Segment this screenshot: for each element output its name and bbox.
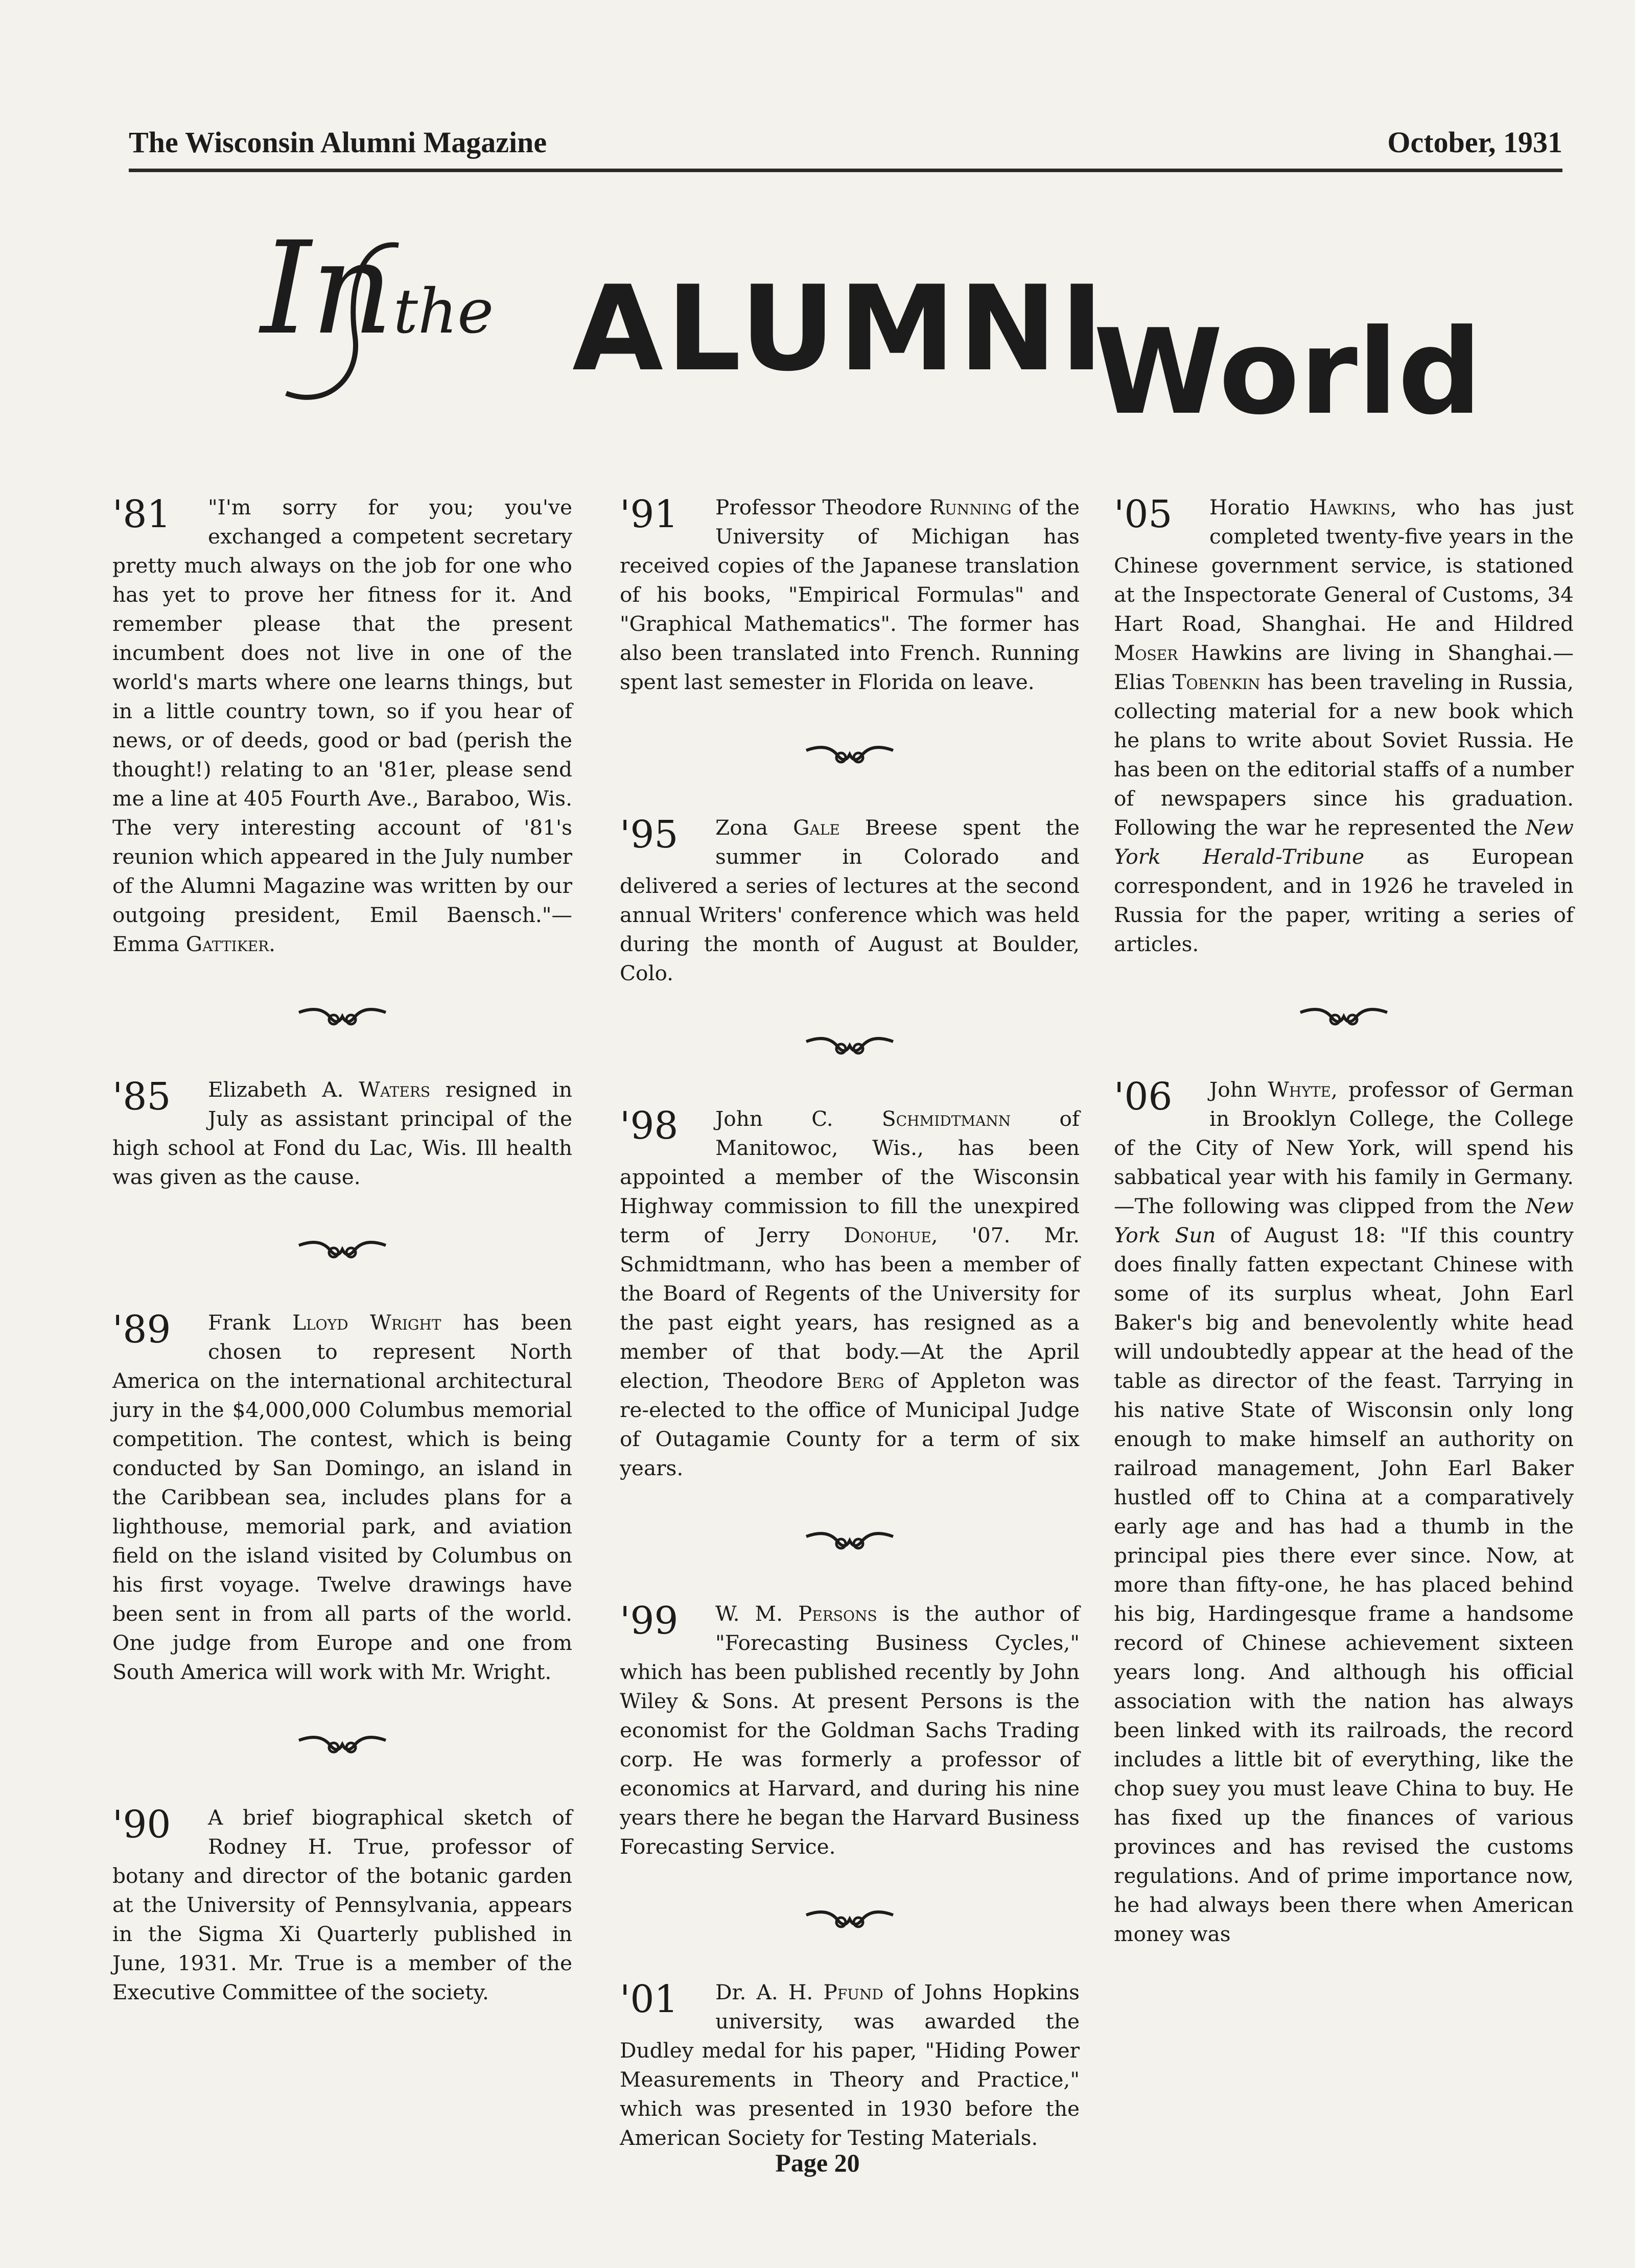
class-year: '90 [112, 1803, 171, 1847]
entry-1898 [620, 1104, 1080, 1483]
entry-1889 [112, 1308, 572, 1687]
entry-text: Frank Lloyd Wright has been chosen to represent North America on the international architectural jury in the $4,000,000 Columbus memorial competition. The contest, which is being conducted by San Domingo, an island in the Caribbean sea, includes plans for a lighthouse, memorial park, and aviation field on the island visited by Columbus on his first voyage. Twelve drawings have been sent in from all parts of the world. One judge from Europe and one from South America will work with Mr. Wright. [112, 1310, 572, 1684]
title-alumni: ALUMNI [572, 261, 1107, 397]
entry-1890 [112, 1803, 572, 2007]
class-year: '95 [620, 813, 679, 857]
column-left [112, 493, 572, 2007]
entry-1895 [620, 813, 1080, 988]
class-year: '05 [1114, 492, 1173, 536]
ornament-divider-icon [801, 1031, 898, 1061]
class-year: '01 [620, 1977, 679, 2021]
column-middle [620, 493, 1080, 2153]
ornament-divider-icon [801, 1905, 898, 1934]
entry-1906 [1114, 1075, 1574, 1949]
class-year: '85 [112, 1075, 171, 1119]
class-year: '91 [620, 492, 679, 536]
column-right [1114, 493, 1574, 1949]
section-title [245, 214, 1482, 450]
entry-1885 [112, 1075, 572, 1192]
class-year: '81 [112, 492, 171, 536]
ornament-divider-icon [1295, 1002, 1392, 1032]
entry-text: Professor Theodore Running of the University of Michigan has received copies of the Japanese translation of his books, "Empirical Formulas" and "Graphical Mathematics". The former has also been translated into French. Running spent last semester in Florida on leave. [620, 495, 1080, 694]
magazine-title: The Wisconsin Alumni Magazine [129, 126, 547, 159]
entry-text: Dr. A. H. Pfund of Johns Hopkins university, was awarded the Dudley medal for his paper, "Hiding Power Measurements in Theory and Practice," which was presented in 1930 before the American Society for Testing Materials. [620, 1980, 1080, 2150]
ornament-divider-icon [294, 1002, 391, 1032]
page-number: Page 20 [775, 2148, 860, 2177]
entry-1901 [620, 1978, 1080, 2153]
class-year: '98 [620, 1104, 679, 1148]
entry-text: A brief biographical sketch of Rodney H. True, professor of botany and director of the botanic garden at the University of Pennsylvania, appears in the Sigma Xi Quarterly published in June, 1931. Mr. True is a member of the Executive Committee of the society. [112, 1805, 572, 2004]
entry-text: Horatio Hawkins, who has just completed twenty-five years in the Chinese government service, is stationed at the Inspectorate General of Customs, 34 Hart Road, Shanghai. He and Hildred Moser Hawkins are living in Shanghai.—Elias Tobenkin has been traveling in Russia, collecting material for a new book which he plans to write about Soviet Russia. He has been on the editorial staffs of a number of newspapers since his graduation. Following the war he represented the New York Herald-Tribune as European correspondent, and in 1926 he traveled in Russia for the paper, writing a series of articles. [1114, 495, 1574, 956]
entry-text: John Whyte, professor of German in Brooklyn College, the College of the City of New York, will spend his sabbatical year with his family in Germany.—The following was clipped from the New York Sun of August 18: "If this country does finally fatten expectant Chinese with some of its surplus wheat, John Earl Baker's big and benevolently white head will undoubtedly appear at the head of the table as director of the feast. Tarrying in his native State of Wisconsin only long enough to make himself an authority on railroad management, John Earl Baker hustled off to China at a comparatively early age and has had a thumb in the principal pies there ever since. Now, at more than fifty-one, he has placed behind his big, Hardingesque frame a handsome record of Chinese achievement sixteen years long. And although his official association with the nation has always been linked with its railroads, the record includes a little bit of everything, like the chop suey you must leave China to buy. He has fixed up the finances of various provinces and has revised the customs regulations. And of prime importance now, he had always been there when American money was [1114, 1077, 1574, 1946]
class-year: '99 [620, 1599, 679, 1643]
ornament-divider-icon [801, 740, 898, 770]
ornament-divider-icon [294, 1235, 391, 1265]
entry-1905 [1114, 493, 1574, 959]
entry-text: Elizabeth A. Waters resigned in July as assistant principal of the high school at Fond du Lac, Wis. Ill health was given as the cause. [112, 1077, 572, 1189]
entry-text: Zona Gale Breese spent the summer in Colorado and delivered a series of lectures at the second annual Writers' conference which was held during the month of August at Boulder, Colo. [620, 815, 1080, 985]
class-year: '89 [112, 1308, 171, 1352]
entry-text: W. M. Persons is the author of "Forecasting Business Cycles," which has been published recently by John Wiley & Sons. At present Persons is the economist for the Goldman Sachs Trading corp. He was formerly a professor of economics at Harvard, and during his nine years there he began the Harvard Business Forecasting Service. [620, 1601, 1080, 1859]
ornament-divider-icon [801, 1526, 898, 1556]
entry-1899 [620, 1599, 1080, 1861]
ornament-divider-icon [294, 1730, 391, 1760]
entry-text: John C. Schmidtmann of Manitowoc, Wis., has been appointed a member of the Wisconsin Highway commission to fill the unexpired term of Jerry Donohue, '07. Mr. Schmidtmann, who has been a member of the Board of Regents of the University for the past eight years, has resigned as a member of that body.—At the April election, Theodore Berg of Appleton was re-elected to the office of Municipal Judge of Outagamie County for a term of six years. [620, 1106, 1080, 1480]
header-rule [129, 169, 1562, 172]
class-year: '06 [1114, 1075, 1173, 1119]
title-world: World [1093, 304, 1482, 441]
title-in: Inthe [261, 214, 494, 363]
entry-1891 [620, 493, 1080, 697]
entry-1881 [112, 493, 572, 959]
entry-text: "I'm sorry for you; you've exchanged a competent secretary pretty much always on the job for one who has yet to prove her fitness for it. And remember please that the present incumbent does not live in one of the world's marts where one learns things, but in a little country town, so if you hear of news, or of deeds, good or bad (perish the thought!) relating to an '81er, please send me a line at 405 Fourth Ave., Baraboo, Wis. The very interesting account of '81's reunion which appeared in the July number of the Alumni Magazine was written by our outgoing president, Emil Baensch."—Emma Gattiker. [112, 495, 572, 956]
issue-date: October, 1931 [1387, 126, 1562, 159]
